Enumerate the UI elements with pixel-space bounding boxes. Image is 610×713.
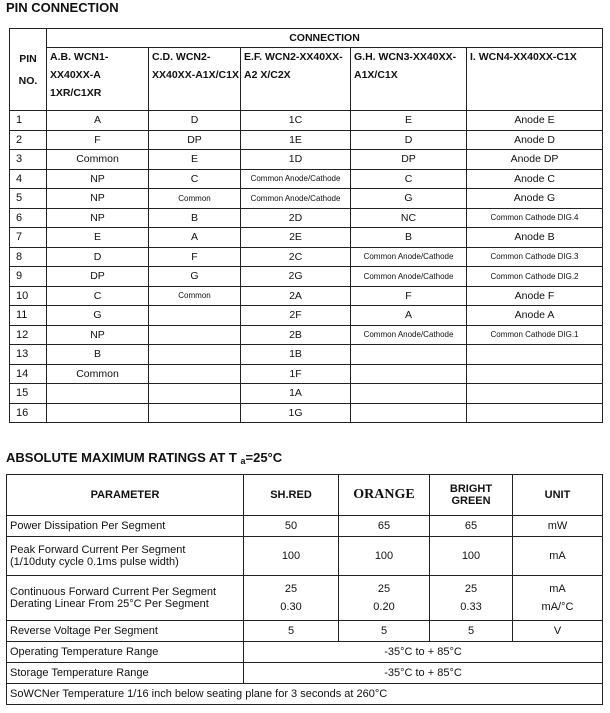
pin-cell xyxy=(149,384,241,404)
pin-cell: A xyxy=(149,228,241,248)
pin-cell: Common xyxy=(149,189,241,209)
pin-cell: DP xyxy=(47,267,149,287)
pin-cell: 2A xyxy=(241,286,351,306)
table-row xyxy=(10,306,603,326)
value: 65 xyxy=(339,516,430,537)
param-peak: Peak Forward Current Per Segment (1/10duty cycle 0.1ms pulse width) xyxy=(7,537,244,576)
pin-cell: Common xyxy=(47,150,149,170)
row-power xyxy=(7,516,603,537)
value: 100 xyxy=(430,537,513,576)
pin-cell: D xyxy=(47,247,149,267)
pin-number: 7 xyxy=(10,228,47,248)
param-storage: Storage Temperature Range xyxy=(7,663,244,684)
pin-cell xyxy=(149,345,241,365)
pin-cell: B xyxy=(47,345,149,365)
table-row xyxy=(10,150,603,170)
col-header-cd: C.D. WCN2-XX40XX-A1X/C1X xyxy=(149,48,241,111)
pin-cell: NP xyxy=(47,208,149,228)
value: 65 xyxy=(430,516,513,537)
pin-cell: G xyxy=(351,189,467,209)
pin-cell: E xyxy=(351,111,467,131)
pin-cell: NP xyxy=(47,325,149,345)
pin-no-header: PIN NO. xyxy=(10,29,47,111)
pin-cell: F xyxy=(351,286,467,306)
unit: mW xyxy=(513,516,603,537)
pin-number: 10 xyxy=(10,286,47,306)
storage-range: -35°C to + 85°C xyxy=(244,663,603,684)
table-row xyxy=(10,208,603,228)
unit: mA xyxy=(513,537,603,576)
value: 5 xyxy=(430,621,513,642)
table-row xyxy=(10,111,603,131)
row-continuous xyxy=(7,576,603,621)
pin-number: 11 xyxy=(10,306,47,326)
pin-cell: Anode F xyxy=(467,286,603,306)
pin-cell: Common Anode/Cathode xyxy=(351,325,467,345)
pin-cell: 1F xyxy=(241,364,351,384)
pin-cell: 1G xyxy=(241,403,351,423)
value: 5 xyxy=(244,621,339,642)
pin-cell: G xyxy=(47,306,149,326)
pin-cell: Anode E xyxy=(467,111,603,131)
pin-cell: 1E xyxy=(241,130,351,150)
pin-cell xyxy=(467,403,603,423)
header-orange: ORANGE xyxy=(339,475,430,516)
col-header-i: I. WCN4-XX40XX-C1X xyxy=(467,48,603,111)
row-operating xyxy=(7,642,603,663)
pin-cell xyxy=(351,364,467,384)
pin-cell: NP xyxy=(47,189,149,209)
pin-cell: Anode A xyxy=(467,306,603,326)
pin-cell: Common xyxy=(149,286,241,306)
ratings-table xyxy=(6,474,603,705)
pin-cell: 1D xyxy=(241,150,351,170)
pin-cell xyxy=(149,325,241,345)
pin-cell xyxy=(467,345,603,365)
pin-cell: A xyxy=(47,111,149,131)
pin-cell: D xyxy=(149,111,241,131)
pin-cell xyxy=(47,384,149,404)
pin-cell: F xyxy=(47,130,149,150)
table-row xyxy=(10,189,603,209)
value: 100 xyxy=(244,537,339,576)
pin-number: 3 xyxy=(10,150,47,170)
pin-cell: 2F xyxy=(241,306,351,326)
pin-cell xyxy=(351,403,467,423)
col-header-gh: G.H. WCN3-XX40XX-A1X/C1X xyxy=(351,48,467,111)
pin-cell: A xyxy=(351,306,467,326)
pin-cell: Common xyxy=(47,364,149,384)
param-power: Power Dissipation Per Segment xyxy=(7,516,244,537)
col-header-ef: E.F. WCN2-XX40XX-A2 X/C2X xyxy=(241,48,351,111)
header-bright-green: BRIGHT GREEN xyxy=(430,475,513,516)
param-reverse: Reverse Voltage Per Segment xyxy=(7,621,244,642)
header-unit: UNIT xyxy=(513,475,603,516)
table-row xyxy=(10,403,603,423)
pin-cell: E xyxy=(149,150,241,170)
pin-cell xyxy=(149,403,241,423)
solder-temperature: SoWCNer Temperature 1/16 inch below seating plane for 3 seconds at 260°C xyxy=(7,684,603,705)
pin-cell: Anode DP xyxy=(467,150,603,170)
pin-cell: NC xyxy=(351,208,467,228)
pin-number: 13 xyxy=(10,345,47,365)
pin-cell: B xyxy=(149,208,241,228)
pin-cell: 2E xyxy=(241,228,351,248)
table-row xyxy=(10,130,603,150)
pin-number: 14 xyxy=(10,364,47,384)
value: 25 0.33 xyxy=(430,576,513,621)
pin-number: 9 xyxy=(10,267,47,287)
pin-cell: DP xyxy=(351,150,467,170)
col-header-ab: A.B. WCN1-XX40XX-A 1XR/C1XR xyxy=(47,48,149,111)
pin-cell: 2D xyxy=(241,208,351,228)
pin-cell xyxy=(351,345,467,365)
pin-cell: Anode D xyxy=(467,130,603,150)
pin-cell: Anode G xyxy=(467,189,603,209)
table-row xyxy=(10,286,603,306)
ratings-title: ABSOLUTE MAXIMUM RATINGS AT T $_a$=25°C xyxy=(6,450,283,466)
pin-number: 8 xyxy=(10,247,47,267)
pin-cell: DP xyxy=(149,130,241,150)
value: 25 0.20 xyxy=(339,576,430,621)
header-parameter: PARAMETER xyxy=(7,475,244,516)
param-continuous: Continuous Forward Current Per Segment Derating Linear From 25°C Per Segment xyxy=(7,576,244,621)
pin-connection-title: PIN CONNECTION xyxy=(6,0,119,15)
row-solder xyxy=(7,684,603,705)
pin-number: 4 xyxy=(10,169,47,189)
pin-cell xyxy=(149,364,241,384)
pin-cell: 2C xyxy=(241,247,351,267)
operating-range: -35°C to + 85°C xyxy=(244,642,603,663)
pin-cell: NP xyxy=(47,169,149,189)
table-row xyxy=(10,267,603,287)
pin-number: 15 xyxy=(10,384,47,404)
row-peak xyxy=(7,537,603,576)
pin-connection-table xyxy=(9,28,603,423)
pin-number: 6 xyxy=(10,208,47,228)
connection-header: CONNECTION xyxy=(47,29,603,48)
pin-cell xyxy=(467,384,603,404)
table-row xyxy=(10,247,603,267)
pin-number: 2 xyxy=(10,130,47,150)
pin-cell: 1B xyxy=(241,345,351,365)
row-storage xyxy=(7,663,603,684)
pin-cell: Common Anode/Cathode xyxy=(351,267,467,287)
table-row xyxy=(10,345,603,365)
pin-cell: B xyxy=(351,228,467,248)
unit: V xyxy=(513,621,603,642)
row-reverse xyxy=(7,621,603,642)
value: 50 xyxy=(244,516,339,537)
pin-cell: C xyxy=(47,286,149,306)
pin-number: 1 xyxy=(10,111,47,131)
value: 25 0.30 xyxy=(244,576,339,621)
header-sh-red: SH.RED xyxy=(244,475,339,516)
pin-cell: Common Cathode DIG.3 xyxy=(467,247,603,267)
pin-cell: E xyxy=(47,228,149,248)
pin-cell: F xyxy=(149,247,241,267)
pin-cell: Common Anode/Cathode xyxy=(241,189,351,209)
value: 5 xyxy=(339,621,430,642)
pin-cell: Anode C xyxy=(467,169,603,189)
table-row xyxy=(10,325,603,345)
pin-cell: 2B xyxy=(241,325,351,345)
pin-cell xyxy=(149,306,241,326)
pin-cell: G xyxy=(149,267,241,287)
pin-number: 12 xyxy=(10,325,47,345)
pin-cell: D xyxy=(351,130,467,150)
pin-cell: Common Anode/Cathode xyxy=(241,169,351,189)
unit: mA mA/°C xyxy=(513,576,603,621)
table-row xyxy=(10,228,603,248)
pin-cell: Anode B xyxy=(467,228,603,248)
pin-cell xyxy=(47,403,149,423)
pin-cell xyxy=(351,384,467,404)
pin-cell: C xyxy=(351,169,467,189)
pin-cell: 1C xyxy=(241,111,351,131)
pin-cell xyxy=(467,364,603,384)
pin-cell: 1A xyxy=(241,384,351,404)
pin-cell: Common Anode/Cathode xyxy=(351,247,467,267)
pin-number: 16 xyxy=(10,403,47,423)
table-row xyxy=(10,364,603,384)
pin-cell: Common Cathode DIG.1 xyxy=(467,325,603,345)
pin-cell: Common Cathode DIG.2 xyxy=(467,267,603,287)
pin-number: 5 xyxy=(10,189,47,209)
value: 100 xyxy=(339,537,430,576)
table-row xyxy=(10,384,603,404)
pin-cell: Common Cathode DIG.4 xyxy=(467,208,603,228)
param-operating: Operating Temperature Range xyxy=(7,642,244,663)
table-row xyxy=(10,169,603,189)
pin-cell: 2G xyxy=(241,267,351,287)
pin-cell: C xyxy=(149,169,241,189)
